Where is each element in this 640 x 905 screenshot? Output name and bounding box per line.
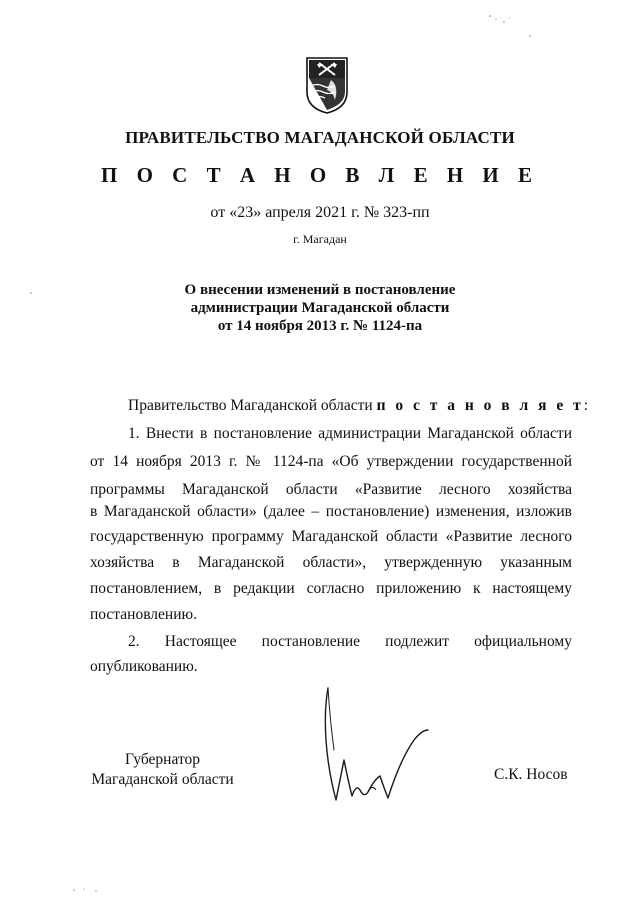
paragraph-line: постановлению. <box>90 606 197 623</box>
scan-noise <box>486 10 536 40</box>
subject-line: О внесении изменений в постановление <box>184 282 456 298</box>
government-title: ПРАВИТЕЛЬСТВО МАГАДАНСКОЙ ОБЛАСТИ <box>125 128 515 147</box>
document-city: г. Магадан <box>293 232 347 246</box>
preamble <box>128 397 589 417</box>
preamble-colon: : <box>583 397 589 414</box>
paragraph-line: постановлением, в редакции согласно приложению к настоящему <box>90 580 572 597</box>
signatory-name: С.К. Носов <box>494 766 568 783</box>
signatory-position <box>0 750 325 790</box>
coat-of-arms-emblem <box>305 56 349 114</box>
paragraph-line: от 14 ноября 2013 г. № 1124-па «Об утверждении государственной <box>90 453 572 470</box>
subject-line: от 14 ноября 2013 г. № 1124-па <box>217 318 423 334</box>
paragraph-line: 1. Внести в постановление администрации Магаданской области <box>128 425 572 442</box>
signatory-position-line: Магаданской области <box>91 771 234 788</box>
handwritten-signature <box>310 680 440 810</box>
document-date-number: от «23» апреля 2021 г. № 323-пп <box>210 204 430 221</box>
paragraph-line: государственную программу Магаданской области «Развитие лесного <box>90 528 572 545</box>
paragraph-line: 2. Настоящее постановление подлежит официальному <box>128 633 572 650</box>
paragraph-line: программы Магаданской области «Развитие лесного хозяйства <box>90 481 572 498</box>
paragraph-line: хозяйства в Магаданской области», утвержденную указанным <box>90 554 572 571</box>
subject-line: администрации Магаданской области <box>190 300 450 316</box>
scan-noise <box>28 290 34 296</box>
preamble-text: Правительство Магаданской области <box>128 397 377 414</box>
document-type-heading: П О С Т А Н О В Л Е Н И Е <box>100 163 539 187</box>
scan-noise <box>70 885 100 895</box>
preamble-decree-word: п о с т а н о в л я е т <box>376 397 584 414</box>
document-subject <box>0 281 640 335</box>
paragraph-line: опубликованию. <box>90 658 198 675</box>
signatory-position-line: Губернатор <box>124 751 201 768</box>
paragraph-line: в Магаданской области» (далее – постановление) изменения, изложив <box>90 503 572 520</box>
